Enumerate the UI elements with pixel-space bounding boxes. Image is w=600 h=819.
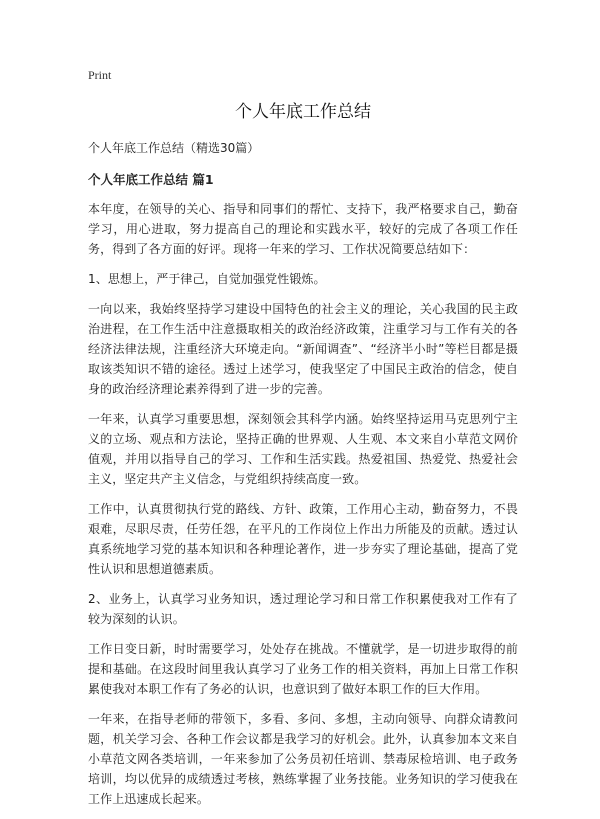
- paragraph-theory: 一向以来，我始终坚持学习建设中国特色的社会主义的理论，关心我国的民主政治进程，在工作生活中注意摄取相关的政治经济政策，注重学习与工作有关的各经济法律法规，注重经济大环境走向。“新闻调查”、“经济半小时”等栏目都是摄取该类知识不错的途径。透过上述学习，使我坚定了中国民主政治的信念，使自身的政治经济理论素养得到了进一步的完善。: [88, 302, 518, 396]
- paragraph-study: 一年来，认真学习重要思想，深刻领会其科学内涵。始终坚持运用马克思列宁主义的立场、观点和方法论，坚持正确的世界观、人生观、本文来自小草范文网价值观，并用以指导自己的学习、工作和生活实践。热爱祖国、热爱党、热爱社会主义，坚定共产主义信念，与党组织持续高度一致。: [88, 412, 518, 486]
- paragraph-training: 一年来，在指导老师的带领下，多看、多问、多想，主动向领导、向群众请教问题，机关学习会、各种工作会议都是我学习的好机会。此外，认真参加本文来自小草范文网各类培训，一年来参加了公务员初任培训、禁毒尿检培训、电子政务培训，均以优异的成绩透过考核，熟练掌握了业务技能。业务知识的学习使我在工作上迅速成长起来。: [88, 712, 518, 806]
- paragraph-work: 工作中，认真贯彻执行党的路线、方针、政策，工作用心主动，勤奋努力，不畏艰难，尽职尽责，任劳任怨，在平凡的工作岗位上作出力所能及的贡献。透过认真系统地学习党的基本知识和各种理论著作，进一步夯实了理论基础，提高了党性认识和思想道德素质。: [88, 502, 518, 576]
- paragraph-intro: 本年度，在领导的关心、指导和同事们的帮忙、支持下，我严格要求自己，勤奋学习，用心进取，努力提高自己的理论和实践水平，较好的完成了各项工作任务，得到了各方面的好评。现将一年来的学习、工作状况简要总结如下：: [88, 202, 518, 256]
- paragraph-learning: 工作日变日新，时时需要学习，处处存在挑战。不懂就学，是一切进步取得的前提和基础。在这段时间里我认真学习了业务工作的相关资料，再加上日常工作积累使我对本职工作有了务必的认识，也意识到了做好本职工作的巨大作用。: [88, 642, 518, 696]
- document-page: [88, 66, 518, 819]
- section-heading: 个人年底工作总结 篇1: [88, 172, 214, 187]
- paragraph-point-2: 2、业务上，认真学习业务知识，透过理论学习和日常工作积累使我对工作有了较为深刻的认识。: [88, 592, 518, 626]
- print-label: Print: [88, 68, 112, 82]
- paragraph-point-1: 1、思想上，严于律己，自觉加强党性锻炼。: [88, 272, 326, 286]
- document-subtitle: 个人年底工作总结（精选30篇）: [88, 141, 260, 155]
- document-title: 个人年底工作总结: [235, 102, 371, 122]
